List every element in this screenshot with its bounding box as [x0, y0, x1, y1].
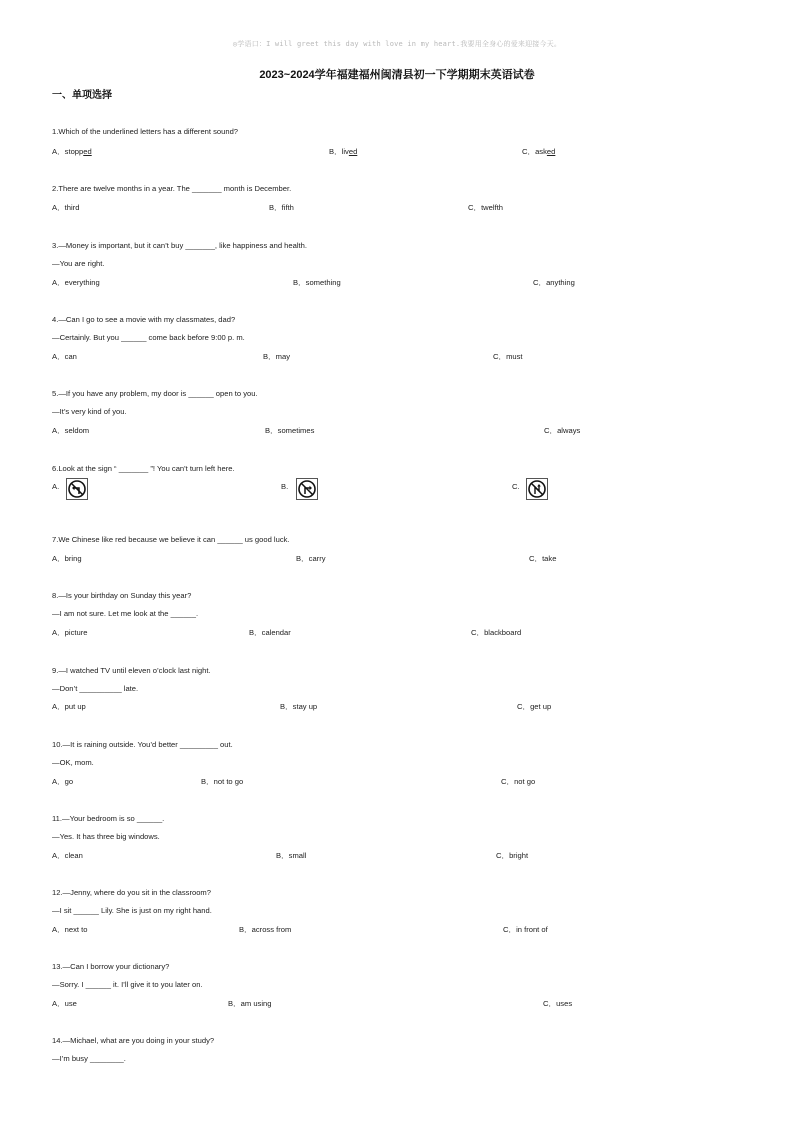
question-3-stem: 3.—Money is important, but it can’t buy _______, like happiness and health. [52, 241, 307, 250]
question-6-option-a-label[interactable]: A. [52, 482, 60, 491]
question-9-reply: —Don’t __________ late. [52, 684, 139, 693]
question-5-option-a[interactable]: A．seldom [52, 426, 90, 435]
question-10-stem: 10.—It is raining outside. You’d better _________ out. [52, 740, 233, 749]
question-2-option-c[interactable]: C．twelfth [468, 203, 504, 212]
question-12-option-a[interactable]: A．next to [52, 925, 88, 934]
question-13-option-a[interactable]: A．use [52, 999, 77, 1008]
question-11-stem: 11.—Your bedroom is so ______. [52, 814, 165, 823]
question-7-option-b[interactable]: B．carry [296, 554, 326, 563]
question-2-option-a[interactable]: A．third [52, 203, 80, 212]
question-12-reply: —I sit ______ Lily. She is just on my right hand. [52, 906, 212, 915]
no-right-turn-sign-icon[interactable] [296, 478, 318, 500]
question-12-option-b[interactable]: B．across from [239, 925, 292, 934]
question-4-stem: 4.—Can I go to see a movie with my classmates, dad? [52, 315, 236, 324]
question-9-option-a[interactable]: A．put up [52, 702, 86, 711]
question-10-option-b[interactable]: B．not to go [201, 777, 244, 786]
question-5-option-c[interactable]: C．always [544, 426, 581, 435]
question-8-option-a[interactable]: A．picture [52, 628, 88, 637]
question-4-option-b[interactable]: B．may [263, 352, 291, 361]
question-10-option-a[interactable]: A．go [52, 777, 74, 786]
question-12-stem: 12.—Jenny, where do you sit in the classroom? [52, 888, 211, 897]
question-5-option-b[interactable]: B．sometimes [265, 426, 315, 435]
question-11-option-b[interactable]: B．small [276, 851, 307, 860]
question-2-option-b[interactable]: B．fifth [269, 203, 294, 212]
question-2-stem: 2.There are twelve months in a year. The _______ month is December. [52, 184, 292, 193]
question-7-option-a[interactable]: A．bring [52, 554, 82, 563]
no-entry-arrow-sign-icon[interactable] [526, 478, 548, 500]
question-6-option-b-label[interactable]: B. [281, 482, 289, 491]
question-5-stem: 5.—If you have any problem, my door is ______ open to you. [52, 389, 258, 398]
question-11-option-c[interactable]: C．bright [496, 851, 529, 860]
no-left-turn-sign-icon[interactable] [66, 478, 88, 500]
question-6-stem: 6.Look at the sign “ _______ ”! You can't turn left here. [52, 464, 235, 473]
question-13-option-c[interactable]: C．uses [543, 999, 573, 1008]
question-5-reply: —It’s very kind of you. [52, 407, 127, 416]
question-4-option-c[interactable]: C．must [493, 352, 523, 361]
question-12-option-c[interactable]: C．in front of [503, 925, 548, 934]
question-9-stem: 9.—I watched TV until eleven o’clock last night. [52, 666, 211, 675]
question-1-option-c[interactable]: C．asked [522, 147, 556, 156]
question-3-option-c[interactable]: C．anything [533, 278, 575, 287]
question-4-option-a[interactable]: A．can [52, 352, 77, 361]
watermark-text: ◎学语口：I will greet this day with love in my heart.我要用全身心的爱来迎接今天。 [232, 40, 562, 48]
page-title: 2023~2024学年福建福州闽清县初一下学期期末英语试卷 [259, 69, 535, 81]
question-13-reply: —Sorry. I ______ it. I’ll give it to you later on. [52, 980, 203, 989]
question-11-option-a[interactable]: A．clean [52, 851, 83, 860]
question-1-option-a[interactable]: A．stopped [52, 147, 92, 156]
question-9-option-b[interactable]: B．stay up [280, 702, 318, 711]
question-7-option-c[interactable]: C．take [529, 554, 557, 563]
question-6-option-c-label[interactable]: C. [512, 482, 520, 491]
question-1-option-b[interactable]: B．lived [329, 147, 358, 156]
question-13-stem: 13.—Can I borrow your dictionary? [52, 962, 170, 971]
question-8-stem: 8.—Is your birthday on Sunday this year? [52, 591, 192, 600]
question-3-option-a[interactable]: A．everything [52, 278, 100, 287]
section-heading: 一、单项选择 [52, 90, 112, 101]
question-8-reply: —I am not sure. Let me look at the ______. [52, 609, 199, 618]
question-8-option-b[interactable]: B．calendar [249, 628, 291, 637]
question-1-stem: 1.Which of the underlined letters has a different sound? [52, 127, 239, 136]
question-14-stem: 14.—Michael, what are you doing in your study? [52, 1036, 215, 1045]
question-3-reply: —You are right. [52, 259, 105, 268]
question-13-option-b[interactable]: B．am using [228, 999, 272, 1008]
question-8-option-c[interactable]: C．blackboard [471, 628, 522, 637]
question-14-reply: —I’m busy ________. [52, 1054, 126, 1063]
question-7-stem: 7.We Chinese like red because we believe it can ______ us good luck. [52, 535, 290, 544]
question-10-option-c[interactable]: C．not go [501, 777, 536, 786]
question-3-option-b[interactable]: B．something [293, 278, 341, 287]
question-4-reply: —Certainly. But you ______ come back before 9:00 p. m. [52, 333, 245, 342]
question-9-option-c[interactable]: C．get up [517, 702, 552, 711]
question-11-reply: —Yes. It has three big windows. [52, 832, 160, 841]
question-10-reply: —OK, mom. [52, 758, 94, 767]
